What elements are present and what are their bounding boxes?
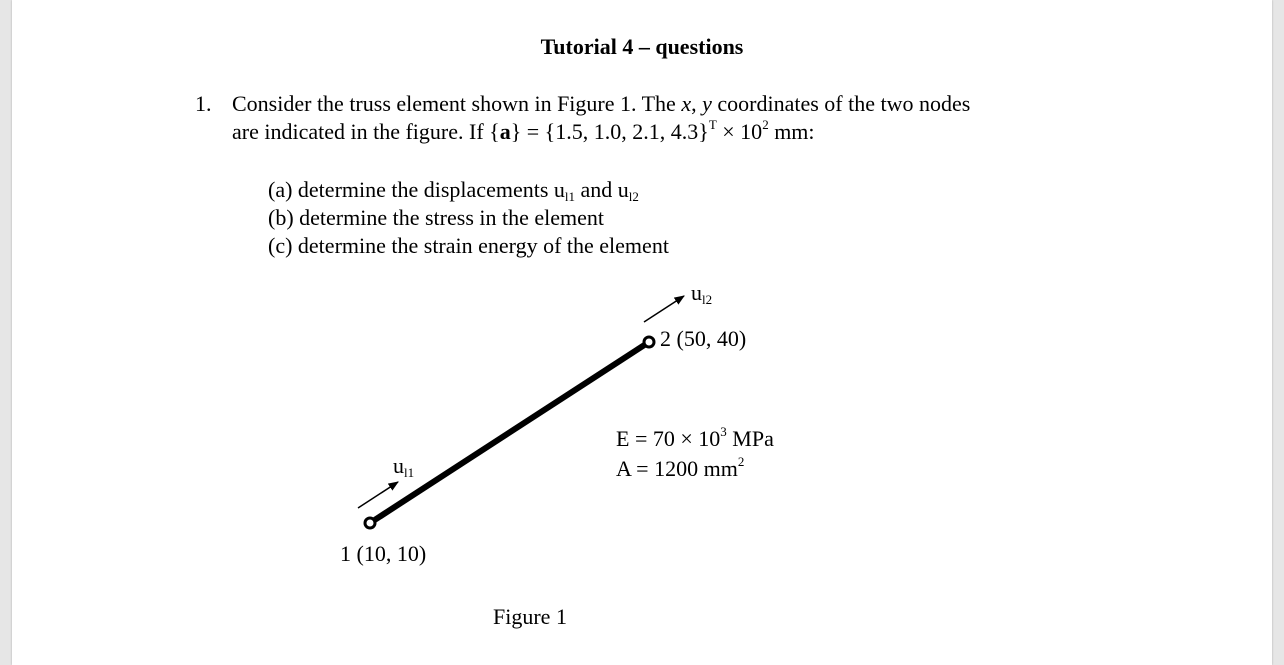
node-1-label: 1 (10, 10) [340,541,427,566]
part-a-label: (a) [268,177,293,202]
transpose-sup: T [708,117,717,132]
node-2-label: 2 (50, 40) [660,326,747,351]
node-1-marker [365,518,375,528]
E-post: MPa [726,426,774,451]
node-2-marker [644,337,654,347]
truss-figure [12,0,1272,665]
disp-label-1 [393,453,414,479]
part-b-label: (b) [268,205,294,230]
part-a-sub1: l1 [564,189,576,204]
disp2-base: u [691,280,702,305]
line2-pre: are indicated in the figure. If { [232,119,500,144]
part-a-sub2: l2 [628,189,639,204]
disp-label-2 [691,280,712,306]
E-sup: 3 [720,424,727,439]
line2-post: mm: [768,119,815,144]
line2-times: × 10 [716,119,763,144]
truss-element-bar [370,342,649,523]
page-title: Tutorial 4 – questions [540,34,744,59]
question-line-1: Consider the truss element shown in Figure 1. The x, y coordinates of the two nodes [232,91,971,116]
figure-caption: Figure 1 [493,604,567,629]
vector-a: a [499,119,511,144]
disp2-sub: l2 [702,292,713,307]
A-pre: A = 1200 mm [616,456,738,481]
A-sup: 2 [737,454,745,469]
part-a-text: determine the displacements u [292,177,565,202]
exponent-sup: 2 [762,117,769,132]
part-c-text: determine the strain energy of the element [292,233,669,258]
disp-arrow-1 [358,482,398,508]
document-page [12,0,1272,665]
part-c-label: (c) [268,233,293,258]
part-a-mid: and u [575,177,629,202]
E-pre: E = 70 × 10 [616,426,721,451]
disp-arrow-2 [644,296,684,322]
part-b-text: determine the stress in the element [293,205,604,230]
question-number: 1. [195,91,212,116]
disp1-base: u [393,453,404,478]
disp1-sub: l1 [404,465,415,480]
line2-mid: } = {1.5, 1.0, 2.1, 4.3} [510,119,709,144]
modulus-label [616,426,774,452]
area-label [616,456,744,482]
